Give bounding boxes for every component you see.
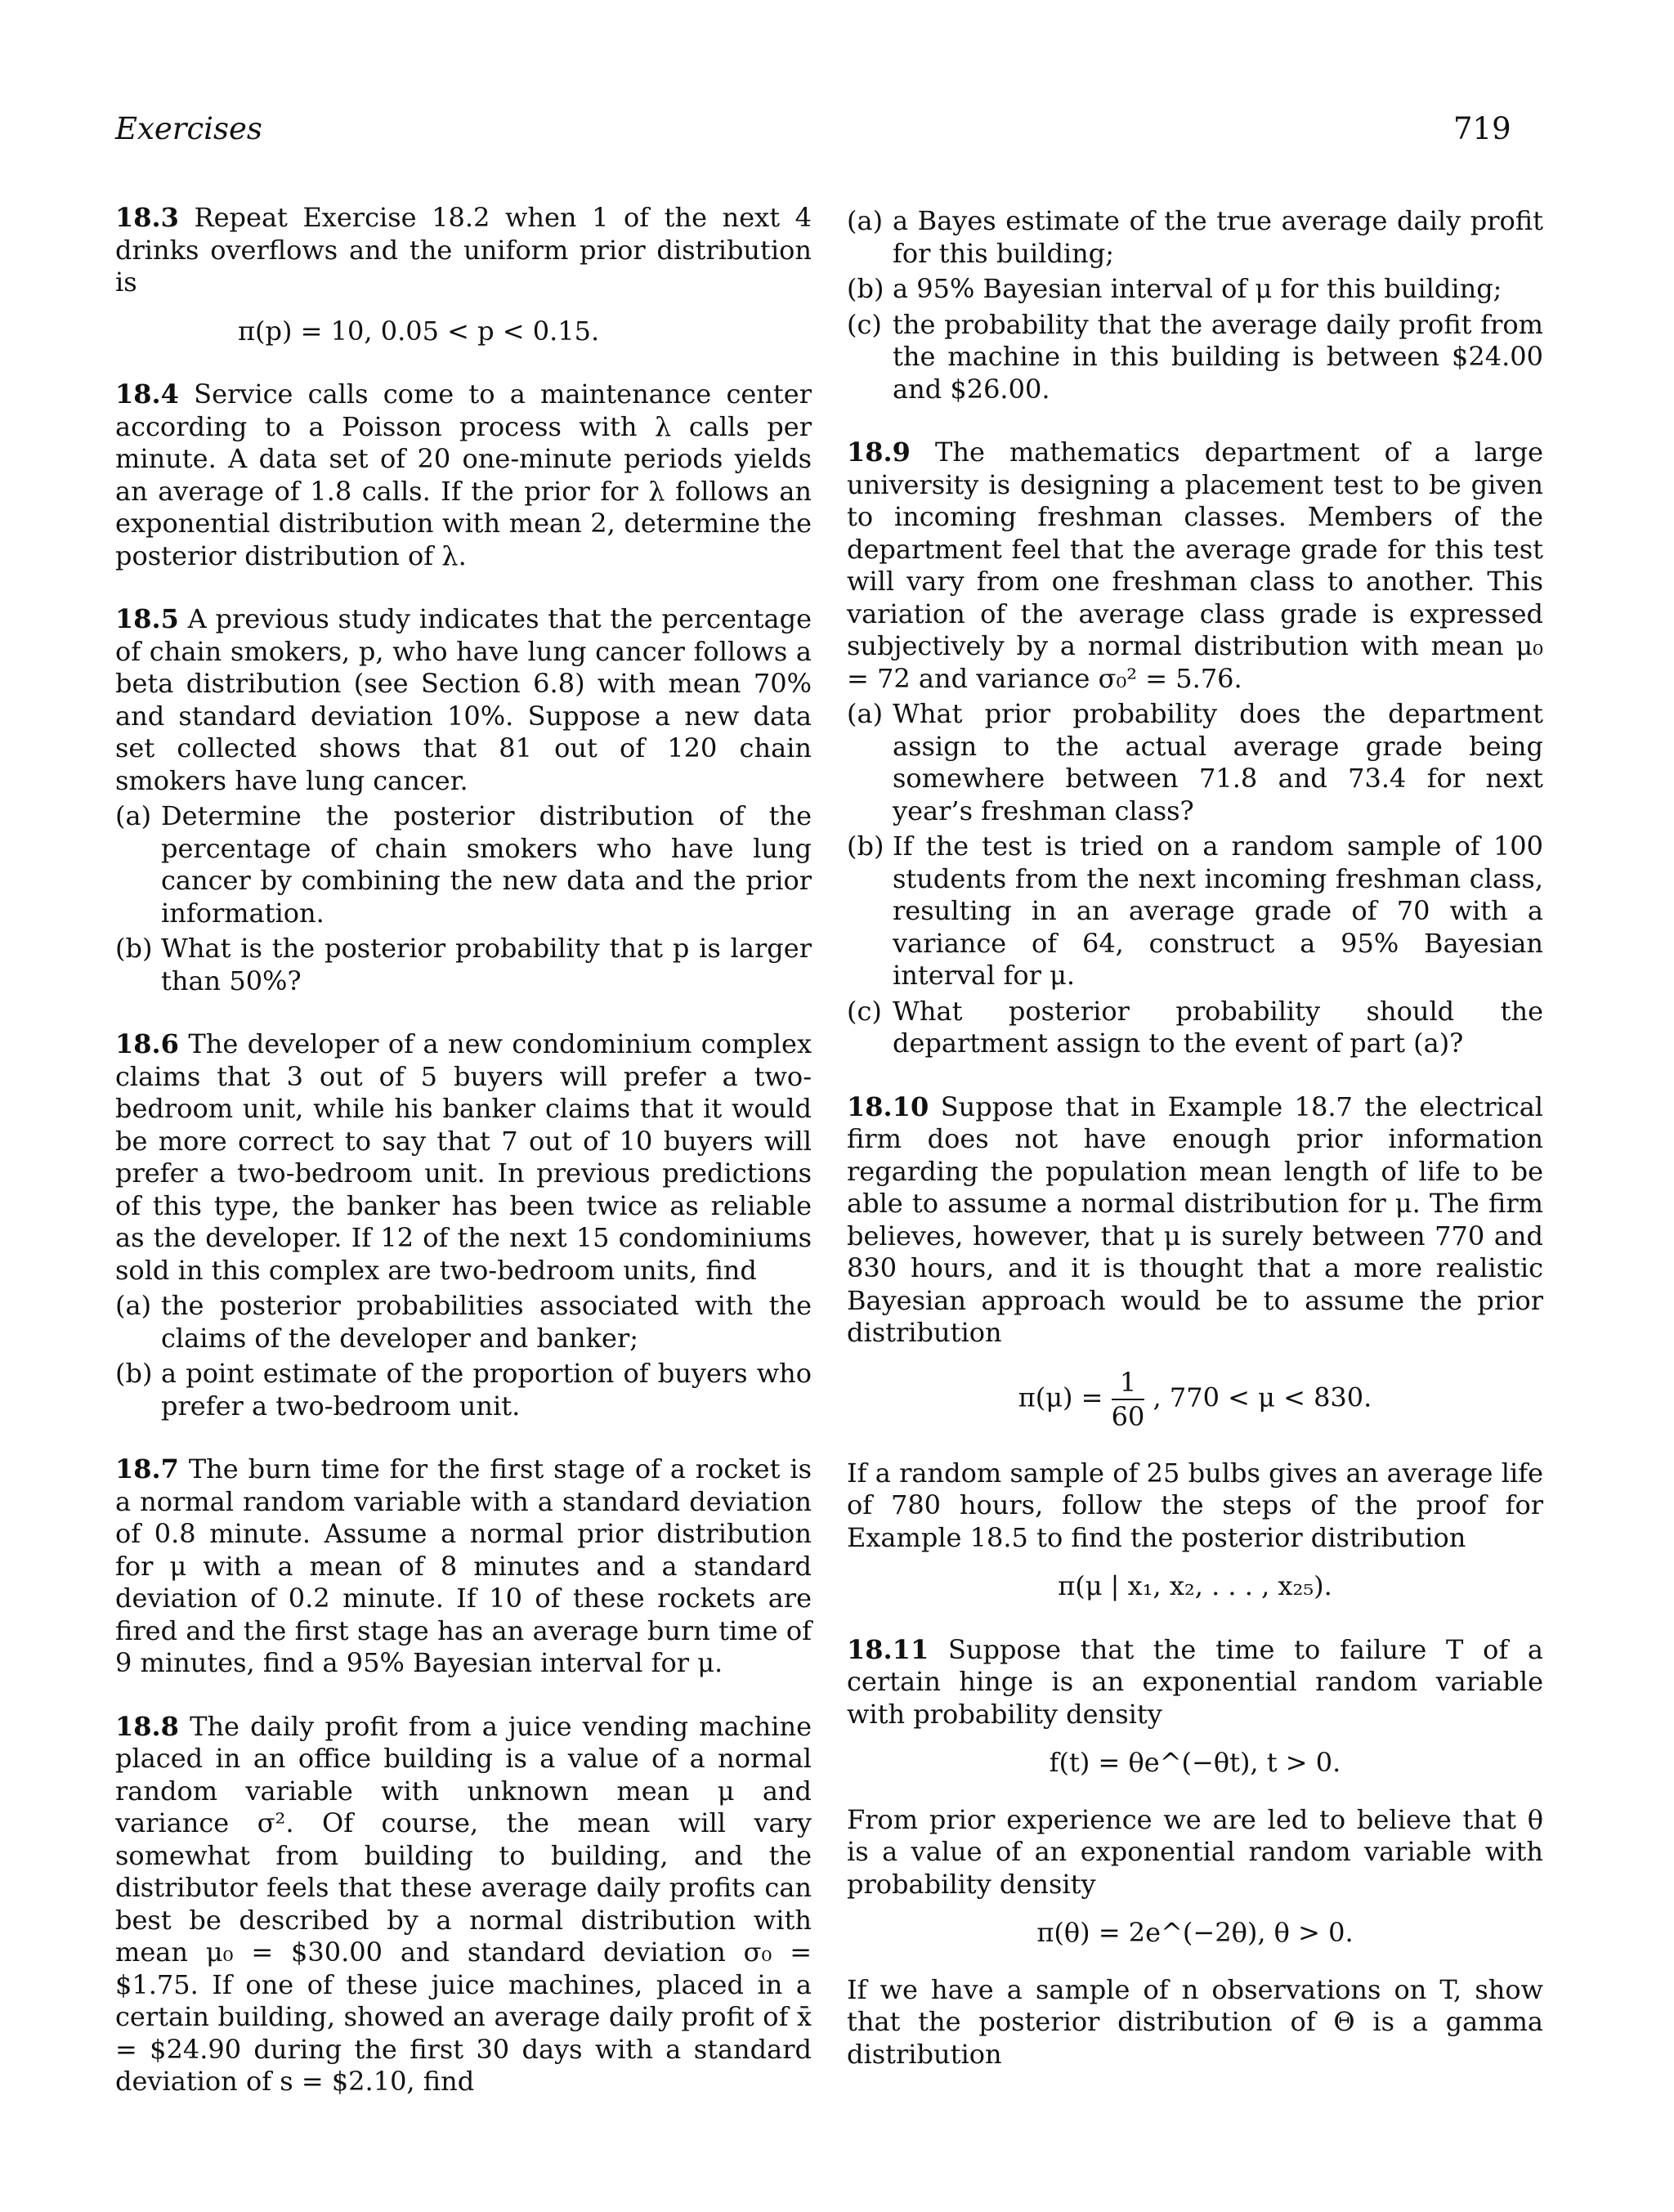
fraction-denominator: 60	[1111, 1400, 1145, 1432]
part-label: (b)	[847, 273, 884, 304]
exercise-text: Repeat Exercise 18.2 when 1 of the next 4 drinks overflows and the uniform prior distribution is	[115, 202, 812, 298]
exercise-number: 18.11	[847, 1633, 929, 1665]
part-text: What prior probability does the department assign to the actual average grade being somewhere between 71.8 and 73.4 for next year’s freshman class?	[893, 698, 1543, 826]
exercise-part	[847, 698, 1543, 827]
exercise-text: From prior experience we are led to believe that θ is a value of an exponential random variable with probability density	[847, 1803, 1543, 1900]
exercise-number: 18.4	[115, 378, 179, 410]
exercise-part	[115, 1358, 812, 1422]
exercise-part	[115, 800, 812, 929]
part-label: (b)	[115, 933, 153, 964]
exercise-number: 18.3	[115, 202, 179, 233]
equation: π(p) = 10, 0.05 < p < 0.15.	[238, 315, 600, 347]
part-text: a point estimate of the proportion of buyers who prefer a two-bedroom unit.	[161, 1358, 812, 1422]
part-label: (c)	[847, 308, 882, 340]
exercise-text: The burn time for the first stage of a rocket is a normal random variable with a standard deviation of 0.8 minute. Assume a normal prior distribution for μ with a mean of 8 minutes and a standard deviation of 0.2 minute. If 10 of these rockets are fired and the first stage has an average burn time of 9 minutes, find a 95% Bayesian interval for μ.	[115, 1453, 812, 1678]
equation-prior-density: π(θ) = 2e^(−2θ), θ > 0.	[1036, 1917, 1354, 1948]
exercise-number: 18.8	[115, 1710, 179, 1742]
exercise-number: 18.5	[115, 603, 179, 634]
part-label: (a)	[115, 1290, 152, 1321]
exercise-number: 18.10	[847, 1090, 929, 1122]
equation-rhs: , 770 < μ < 830.	[1153, 1381, 1372, 1413]
exercise-18-4	[115, 378, 812, 572]
part-label: (a)	[115, 800, 152, 831]
exercise-part	[115, 933, 812, 997]
equation-lhs: π(μ) =	[1018, 1381, 1103, 1413]
exercise-18-5	[115, 603, 812, 997]
left-column	[115, 202, 812, 2129]
exercise-number: 18.9	[847, 437, 911, 468]
part-text: the posterior probabilities associated with the claims of the developer and banker;	[161, 1290, 812, 1354]
exercise-number: 18.6	[115, 1028, 179, 1059]
part-label: (b)	[115, 1358, 153, 1389]
exercise-18-8-parts	[847, 205, 1543, 405]
exercise-18-8	[115, 1711, 812, 2098]
exercise-part	[847, 996, 1543, 1060]
exercise-part	[847, 831, 1543, 992]
part-text: What posterior probability should the department assign to the event of part (a)?	[893, 995, 1543, 1059]
exercise-text: The daily profit from a juice vending machine placed in an office building is a value of a normal random variable with unknown mean μ and variance σ². Of course, the mean will vary somewhat from building to building, and the distributor feels that these average daily profits can best be described by a normal distribution with mean μ₀ = $30.00 and standard deviation σ₀ = $1.75. If one of these juice machines, placed in a certain building, showed an average daily profit of x̄ = $24.90 during the first 30 days with a standard deviation of s = $2.10, find	[115, 1710, 812, 2097]
exercise-part	[115, 1290, 812, 1355]
fraction	[1112, 1366, 1145, 1433]
part-text: a Bayes estimate of the true average daily profit for this building;	[893, 205, 1543, 269]
exercise-text: The mathematics department of a large university is designing a placement test to be given to incoming freshman classes. Members of the department feel that the average grade for this test will vary from one freshman class to another. This variation of the average class grade is expressed subjectively by a normal distribution with mean μ₀ = 72 and variance σ₀² = 5.76.	[847, 437, 1543, 694]
part-label: (a)	[847, 698, 884, 729]
exercise-text: If a random sample of 25 bulbs gives an average life of 780 hours, follow the steps of the proof for Example 18.5 to find the posterior distribution	[847, 1457, 1543, 1553]
equation-prior	[847, 1366, 1543, 1433]
exercise-part	[847, 205, 1543, 270]
exercise-18-9	[847, 437, 1543, 1060]
right-column	[847, 202, 1543, 2102]
part-label: (a)	[847, 205, 884, 236]
exercise-text: Suppose that the time to failure T of a certain hinge is an exponential random variable with probability density	[847, 1633, 1544, 1730]
page-number: 719	[1453, 111, 1511, 146]
exercise-number: 18.7	[115, 1453, 179, 1484]
exercise-18-7	[115, 1453, 812, 1680]
part-text: the probability that the average daily profit from the machine in this building is between $24.00 and $26.00.	[893, 308, 1543, 405]
exercise-18-11	[847, 1634, 1543, 2071]
exercise-text: A previous study indicates that the percentage of chain smokers, p, who have lung cancer follows a beta distribution (see Section 6.8) with mean 70% and standard deviation 10%. Suppose a new data set collected shows that 81 out of 120 chain smokers have lung cancer.	[115, 603, 812, 796]
exercise-18-6	[115, 1028, 812, 1422]
exercise-text: The developer of a new condominium complex claims that 3 out of 5 buyers will prefer a two-bedroom unit, while his banker claims that it would be more correct to say that 7 out of 10 buyers will prefer a two-bedroom unit. In previous predictions of this type, the banker has been twice as reliable as the developer. If 12 of the next 15 condominiums sold in this complex are two-bedroom units, find	[115, 1028, 812, 1286]
part-text: Determine the posterior distribution of the percentage of chain smokers who have lung cancer by combining the new data and the prior information.	[161, 800, 812, 929]
part-text: What is the posterior probability that p is larger than 50%?	[161, 933, 812, 996]
equation-posterior: π(μ | x₁, x₂, . . . , x₂₅).	[1058, 1570, 1332, 1601]
fraction-numerator: 1	[1112, 1366, 1145, 1400]
exercise-text: Suppose that in Example 18.7 the electrical firm does not have enough prior information regarding the population mean length of life to be able to assume a normal distribution for μ. The firm believes, however, that μ is surely between 770 and 830 hours, and it is thought that a more realistic Bayesian approach would be to assume the prior distribution	[847, 1090, 1544, 1348]
equation-density: f(t) = θe^(−θt), t > 0.	[1049, 1747, 1341, 1778]
part-label: (c)	[847, 995, 882, 1027]
exercise-part	[847, 273, 1543, 306]
running-header: Exercises	[115, 111, 262, 146]
exercise-part	[847, 309, 1543, 406]
part-text: a 95% Bayesian interval of μ for this building;	[893, 273, 1502, 304]
exercise-18-3	[115, 202, 812, 347]
exercise-text: If we have a sample of n observations on T, show that the posterior distribution of Θ is a gamma distribution	[847, 1973, 1543, 2070]
part-text: If the test is tried on a random sample of 100 students from the next incoming freshman class, resulting in an average grade of 70 with a variance of 64, construct a 95% Bayesian interval for μ.	[893, 831, 1543, 991]
exercise-18-10	[847, 1091, 1543, 1603]
part-label: (b)	[847, 831, 884, 862]
exercise-text: Service calls come to a maintenance center according to a Poisson process with λ calls per minute. A data set of 20 one-minute periods yields an average of 1.8 calls. If the prior for λ follows an exponential distribution with mean 2, determine the posterior distribution of λ.	[115, 378, 812, 571]
